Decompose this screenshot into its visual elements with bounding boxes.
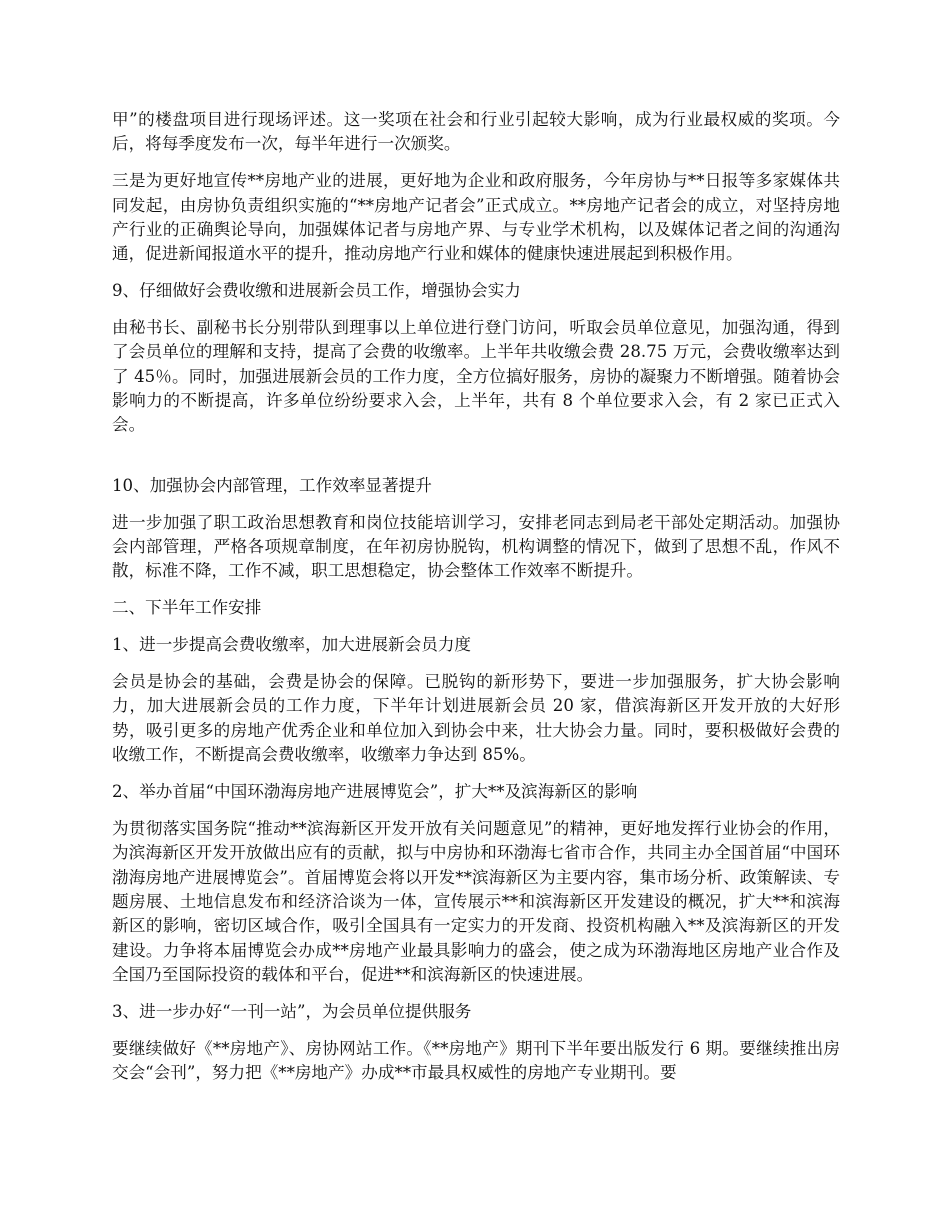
heading-plan-item-2: 2、举办首届“中国环渤海房地产进展博览会”，扩大**及滨海新区的影响 — [112, 782, 638, 802]
paragraph-journal-website: 要继续做好《**房地产》、房协网站工作。《**房地产》期刊下半年要出版发行 6 期。要继续推出房交会“会刊”，努力把《**房地产》办成**市最具权威性的房地产专业期刊。要 — [112, 1038, 840, 1083]
section-heading-second-half-plan: 二、下半年工作安排 — [112, 598, 262, 618]
paragraph-award-continued: 甲”的楼盘项目进行现场评述。这一奖项在社会和行业引起较大影响，成为行业最权威的奖项。今后，将每季度发布一次，每半年进行一次颁奖。 — [112, 110, 840, 154]
heading-item-10: 10、加强协会内部管理，工作效率显著提升 — [112, 475, 432, 495]
document-page — [112, 108, 840, 1098]
heading-item-9: 9、仔细做好会费收缴和进展新会员工作，增强协会实力 — [112, 281, 521, 301]
paragraph-membership-fees: 由秘书长、副秘书长分别带队到理事以上单位进行登门访问，听取会员单位意见，加强沟通，得到了会员单位的理解和支持，提高了会费的收缴率。上半年共收缴会费 28.75 万元，会费收缴率达到了 45％。同时，加强进展新会员的工作力度，全方位搞好服务，房协的凝聚力不断增强。随着协会影响力的不断提高，许多单位纷纷要求入会，上半年，共有 8 个单位要求入会，有 2 家已正式入会。 — [112, 318, 840, 435]
paragraph-journalist-association: 三是为更好地宣传**房地产业的进展，更好地为企业和政府服务，今年房协与**日报等多家媒体共同发起，由房协负责组织实施的“**房地产记者会”正式成立。**房地产记者会的成立，对坚持房地产行业的正确舆论导向，加强媒体记者与房地产界、与专业学术机构，以及媒体记者之间的沟通沟通，促进新闻报道水平的提升，推动房地产行业和媒体的健康快速进展起到积极作用。 — [112, 171, 840, 264]
heading-plan-item-3: 3、进一步办好“一刊一站”，为会员单位提供服务 — [112, 1001, 472, 1021]
paragraph-internal-management: 进一步加强了职工政治思想教育和岗位技能培训学习，安排老同志到局老干部处定期活动。加强协会内部管理，严格各项规章制度，在年初房协脱钩，机构调整的情况下，做到了思想不乱，作风不散，标准不降，工作不减，职工思想稳定，协会整体工作效率不断提升。 — [112, 512, 840, 581]
heading-plan-item-1: 1、进一步提高会费收缴率，加大进展新会员力度 — [112, 635, 472, 655]
paragraph-new-members: 会员是协会的基础，会费是协会的保障。已脱钩的新形势下，要进一步加强服务，扩大协会影响力，加大进展新会员的工作力度，下半年计划进展新会员 20 家，借滨海新区开发开放的大好形势，吸引更多的房地产优秀企业和单位加入到协会中来，壮大协会力量。同时，要积极做好会费的收缴工作，不断提高会费收缴率，收缴率力争达到 85%。 — [112, 672, 840, 765]
paragraph-expo: 为贯彻落实国务院“推动**滨海新区开发开放有关问题意见”的精神，更好地发挥行业协会的作用，为滨海新区开发开放做出应有的贡献，拟与中房协和环渤海七省市合作，共同主办全国首届“中国环渤海房地产进展博览会”。首届博览会将以开发**滨海新区为主要内容，集市场分析、政策解读、专题房展、土地信息发布和经济洽谈为一体，宣传展示**和滨海新区开发建设的概况，扩大**和滨海新区的影响，密切区域合作，吸引全国具有一定实力的开发商、投资机构融入**及滨海新区的开发建设。力争将本届博览会办成**房地产业最具影响力的盛会，使之成为环渤海地区房地产业合作及全国乃至国际投资的载体和平台，促进**和滨海新区的快速进展。 — [112, 819, 840, 984]
